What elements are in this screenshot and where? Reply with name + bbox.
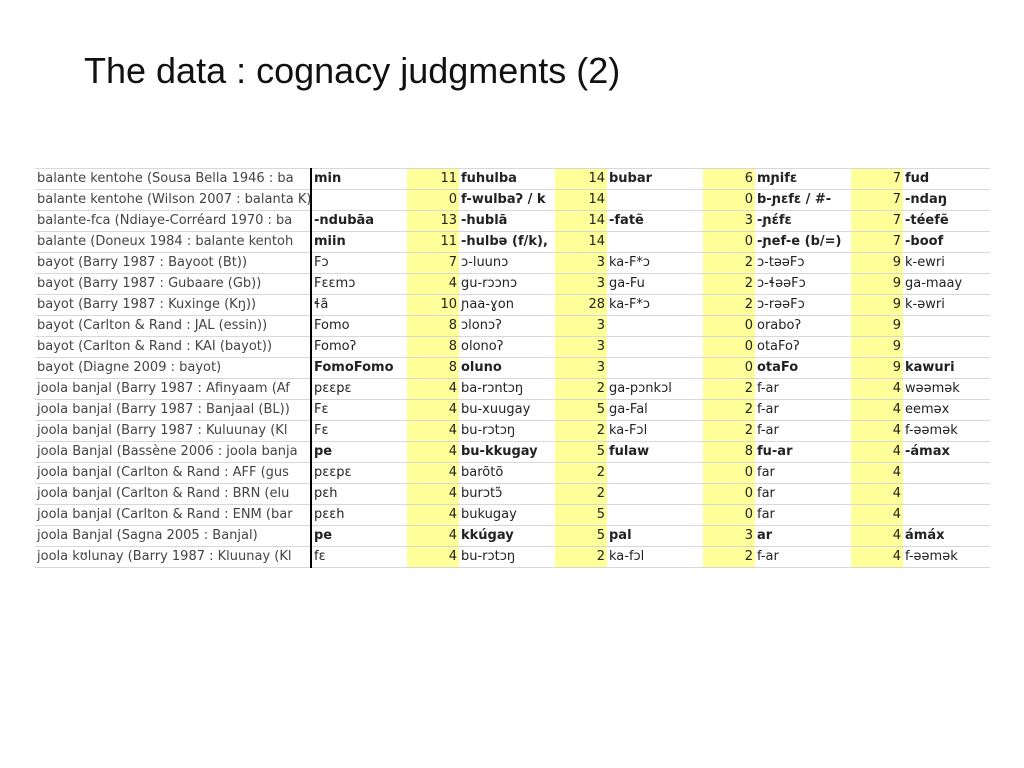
cognate-class-cell: 2: [703, 400, 755, 421]
form-cell: ga-pɔnkɔl: [607, 379, 703, 400]
cognate-class-cell: 5: [555, 442, 607, 463]
form-cell: wəəmək: [903, 379, 990, 400]
form-cell: -hulbə (f/k),: [459, 232, 555, 253]
form-cell: oraboʔ: [755, 316, 851, 337]
cognate-class-cell: 9: [851, 274, 903, 295]
cognate-class-cell: 11: [407, 169, 459, 190]
form-cell: far: [755, 505, 851, 526]
form-cell: Fomo: [311, 316, 407, 337]
cognate-class-cell: 4: [851, 547, 903, 568]
cognate-class-cell: 4: [407, 505, 459, 526]
form-cell: ka-F*ɔ: [607, 253, 703, 274]
cognate-class-cell: 0: [703, 190, 755, 211]
table-row: [35, 190, 990, 211]
cognate-class-cell: 4: [851, 400, 903, 421]
source-cell: joola kʊlunay (Barry 1987 : Kluunay (Kl: [35, 547, 311, 568]
form-cell: bu-kkugay: [459, 442, 555, 463]
cognate-class-cell: 14: [555, 232, 607, 253]
form-cell: f-ar: [755, 400, 851, 421]
cognate-class-cell: 3: [703, 211, 755, 232]
form-cell: pe: [311, 526, 407, 547]
source-cell: balante (Doneux 1984 : balante kentoh: [35, 232, 311, 253]
form-cell: pɛɛpɛ: [311, 379, 407, 400]
cognate-class-cell: 2: [703, 295, 755, 316]
form-cell: ka-F*ɔ: [607, 295, 703, 316]
form-cell: gu-rɔɔnɔ: [459, 274, 555, 295]
cognate-class-cell: 2: [703, 421, 755, 442]
form-cell: Fɛ: [311, 400, 407, 421]
cognate-class-cell: 4: [407, 547, 459, 568]
form-cell: -ɲɛ́fɛ: [755, 211, 851, 232]
form-cell: [903, 316, 990, 337]
form-cell: Fɛ: [311, 421, 407, 442]
form-cell: oluno: [459, 358, 555, 379]
form-cell: [903, 484, 990, 505]
cognate-class-cell: 3: [555, 337, 607, 358]
table-row: [35, 316, 990, 337]
source-cell: bayot (Carlton & Rand : KAI (bayot)): [35, 337, 311, 358]
cognate-class-cell: 4: [851, 505, 903, 526]
form-cell: barõtõ: [459, 463, 555, 484]
cognate-class-cell: 9: [851, 358, 903, 379]
form-cell: f-əəmək: [903, 421, 990, 442]
form-cell: [607, 358, 703, 379]
source-cell: balante-fca (Ndiaye-Corréard 1970 : ba: [35, 211, 311, 232]
cognate-class-cell: 4: [407, 526, 459, 547]
source-cell: joola banjal (Carlton & Rand : ENM (bar: [35, 505, 311, 526]
table-row: [35, 232, 990, 253]
cognate-class-cell: 4: [407, 400, 459, 421]
table-row: [35, 379, 990, 400]
form-cell: bu-rɔtɔŋ: [459, 421, 555, 442]
form-cell: pɛɛh: [311, 505, 407, 526]
cognate-class-cell: 4: [851, 526, 903, 547]
cognate-class-cell: 0: [703, 232, 755, 253]
cognate-class-cell: 0: [703, 484, 755, 505]
cognate-class-cell: 3: [703, 526, 755, 547]
form-cell: ɔ-ɬəəFɔ: [755, 274, 851, 295]
cognate-class-cell: 3: [555, 358, 607, 379]
form-cell: fɛ: [311, 547, 407, 568]
cognate-class-cell: 0: [703, 358, 755, 379]
form-cell: Fɛɛmɔ: [311, 274, 407, 295]
source-cell: bayot (Barry 1987 : Gubaare (Gb)): [35, 274, 311, 295]
source-cell: joola banjal (Barry 1987 : Kuluunay (Kl: [35, 421, 311, 442]
cognate-class-cell: 4: [407, 379, 459, 400]
form-cell: [903, 463, 990, 484]
source-cell: joola Banjal (Sagna 2005 : Banjal): [35, 526, 311, 547]
form-cell: -hublā: [459, 211, 555, 232]
cognate-class-cell: 2: [703, 547, 755, 568]
form-cell: ka-Fɔl: [607, 421, 703, 442]
cognate-class-cell: 0: [703, 316, 755, 337]
form-cell: bukugay: [459, 505, 555, 526]
form-cell: ɔ-luunɔ: [459, 253, 555, 274]
cognate-class-cell: 28: [555, 295, 607, 316]
form-cell: [607, 232, 703, 253]
cognate-class-cell: 4: [407, 484, 459, 505]
source-cell: joola banjal (Barry 1987 : Banjaal (BL)): [35, 400, 311, 421]
table-row: [35, 337, 990, 358]
table-row: [35, 253, 990, 274]
cognate-class-cell: 2: [555, 547, 607, 568]
table-row: [35, 484, 990, 505]
form-cell: miin: [311, 232, 407, 253]
form-cell: ka-fɔl: [607, 547, 703, 568]
cognate-class-cell: 3: [555, 274, 607, 295]
cognate-class-cell: 9: [851, 316, 903, 337]
form-cell: fu-ar: [755, 442, 851, 463]
form-cell: f-ar: [755, 421, 851, 442]
form-cell: far: [755, 484, 851, 505]
form-cell: ɔ-rəəFɔ: [755, 295, 851, 316]
form-cell: FomoFomo: [311, 358, 407, 379]
cognate-class-cell: 8: [703, 442, 755, 463]
form-cell: [607, 484, 703, 505]
table-row: [35, 442, 990, 463]
form-cell: pal: [607, 526, 703, 547]
cognate-class-cell: 9: [851, 337, 903, 358]
source-cell: balante kentohe (Wilson 2007 : balanta K): [35, 190, 311, 211]
source-cell: bayot (Diagne 2009 : bayot): [35, 358, 311, 379]
source-cell: joola banjal (Carlton & Rand : BRN (elu: [35, 484, 311, 505]
cognate-class-cell: 4: [407, 421, 459, 442]
cognate-class-cell: 0: [407, 190, 459, 211]
form-cell: ba-rɔntɔŋ: [459, 379, 555, 400]
cognate-class-cell: 5: [555, 505, 607, 526]
form-cell: pɛh: [311, 484, 407, 505]
table-row: [35, 400, 990, 421]
cognate-class-cell: 2: [555, 484, 607, 505]
cognate-class-cell: 2: [703, 253, 755, 274]
source-cell: balante kentohe (Sousa Bella 1946 : ba: [35, 169, 311, 190]
form-cell: otaFo: [755, 358, 851, 379]
table-row: [35, 274, 990, 295]
cognate-class-cell: 4: [407, 442, 459, 463]
form-cell: ɔlonɔʔ: [459, 316, 555, 337]
form-cell: -fatẽ: [607, 211, 703, 232]
form-cell: fuhulba: [459, 169, 555, 190]
form-cell: ar: [755, 526, 851, 547]
spreadsheet-crop: [35, 168, 990, 564]
cognate-class-cell: 7: [407, 253, 459, 274]
form-cell: k-əwri: [903, 295, 990, 316]
form-cell: ga-Fal: [607, 400, 703, 421]
form-cell: [607, 505, 703, 526]
slide-title: The data : cognacy judgments (2): [84, 50, 621, 91]
table-row: [35, 295, 990, 316]
cognate-class-cell: 6: [703, 169, 755, 190]
cognate-class-cell: 0: [703, 463, 755, 484]
source-cell: bayot (Carlton & Rand : JAL (essin)): [35, 316, 311, 337]
table-row: [35, 211, 990, 232]
form-cell: ɲaa-ɣon: [459, 295, 555, 316]
form-cell: -ndubāa: [311, 211, 407, 232]
cognate-class-cell: 3: [555, 253, 607, 274]
form-cell: f-əəmək: [903, 547, 990, 568]
form-cell: Fɔ: [311, 253, 407, 274]
source-cell: bayot (Barry 1987 : Kuxinge (Kŋ)): [35, 295, 311, 316]
form-cell: -boof: [903, 232, 990, 253]
form-cell: [607, 190, 703, 211]
cognate-class-cell: 13: [407, 211, 459, 232]
form-cell: [607, 316, 703, 337]
form-cell: olonoʔ: [459, 337, 555, 358]
form-cell: ɬã: [311, 295, 407, 316]
cognate-class-cell: 9: [851, 253, 903, 274]
cognate-class-cell: 14: [555, 169, 607, 190]
form-cell: b-ɲɛfɛ / #-: [755, 190, 851, 211]
cognate-class-cell: 4: [851, 379, 903, 400]
form-cell: mɲifɛ: [755, 169, 851, 190]
cognate-class-cell: 4: [851, 463, 903, 484]
form-cell: bubar: [607, 169, 703, 190]
cognate-class-cell: 5: [555, 400, 607, 421]
table-row: [35, 526, 990, 547]
form-cell: [903, 337, 990, 358]
form-cell: far: [755, 463, 851, 484]
cognate-class-cell: 4: [851, 442, 903, 463]
cognate-class-cell: 8: [407, 358, 459, 379]
form-cell: bu-rɔtɔŋ: [459, 547, 555, 568]
table-row: [35, 421, 990, 442]
form-cell: kawuri: [903, 358, 990, 379]
cognate-class-cell: 5: [555, 526, 607, 547]
cognate-class-cell: 2: [703, 379, 755, 400]
cognate-class-cell: 4: [407, 463, 459, 484]
cognacy-table: [35, 168, 990, 568]
cognate-class-cell: 4: [851, 484, 903, 505]
form-cell: fud: [903, 169, 990, 190]
form-cell: ɔ-təəFɔ: [755, 253, 851, 274]
form-cell: f-ar: [755, 547, 851, 568]
form-cell: ga-Fu: [607, 274, 703, 295]
cognate-class-cell: 7: [851, 169, 903, 190]
table-row: [35, 505, 990, 526]
form-cell: -ámax: [903, 442, 990, 463]
form-cell: -ɲef-e (b/=): [755, 232, 851, 253]
form-cell: ámáx: [903, 526, 990, 547]
cognate-class-cell: 14: [555, 190, 607, 211]
form-cell: [311, 190, 407, 211]
source-cell: joola Banjal (Bassène 2006 : joola banja: [35, 442, 311, 463]
form-cell: f-wulbaʔ / k: [459, 190, 555, 211]
cognate-class-cell: 0: [703, 505, 755, 526]
form-cell: pɛɛpɛ: [311, 463, 407, 484]
cognate-class-cell: 9: [851, 295, 903, 316]
cognate-class-cell: 7: [851, 232, 903, 253]
form-cell: [903, 505, 990, 526]
form-cell: Fomoʔ: [311, 337, 407, 358]
cognate-class-cell: 14: [555, 211, 607, 232]
cognate-class-cell: 0: [703, 337, 755, 358]
form-cell: k-ewri: [903, 253, 990, 274]
cognate-class-cell: 3: [555, 316, 607, 337]
cognate-class-cell: 2: [555, 379, 607, 400]
form-cell: [607, 463, 703, 484]
cognate-class-cell: 4: [851, 421, 903, 442]
cognate-class-cell: 11: [407, 232, 459, 253]
form-cell: -téefẽ: [903, 211, 990, 232]
cognate-class-cell: 4: [407, 274, 459, 295]
cognate-class-cell: 2: [555, 463, 607, 484]
cognate-class-cell: 7: [851, 190, 903, 211]
cognate-class-cell: 2: [703, 274, 755, 295]
cognate-class-cell: 8: [407, 316, 459, 337]
form-cell: burɔtɔ̃: [459, 484, 555, 505]
source-cell: bayot (Barry 1987 : Bayoot (Bt)): [35, 253, 311, 274]
source-cell: joola banjal (Carlton & Rand : AFF (gus: [35, 463, 311, 484]
table-row: [35, 169, 990, 190]
cognate-class-cell: 2: [555, 421, 607, 442]
form-cell: [607, 337, 703, 358]
source-cell: joola banjal (Barry 1987 : Afinyaam (Af: [35, 379, 311, 400]
form-cell: bu-xuugay: [459, 400, 555, 421]
form-cell: eeməx: [903, 400, 990, 421]
form-cell: fulaw: [607, 442, 703, 463]
form-cell: kkúgay: [459, 526, 555, 547]
table-row: [35, 547, 990, 568]
form-cell: ga-maay: [903, 274, 990, 295]
cognate-class-cell: 8: [407, 337, 459, 358]
form-cell: pe: [311, 442, 407, 463]
form-cell: min: [311, 169, 407, 190]
cognate-class-cell: 10: [407, 295, 459, 316]
form-cell: otaFoʔ: [755, 337, 851, 358]
table-row: [35, 463, 990, 484]
table-row: [35, 358, 990, 379]
form-cell: -ndaŋ: [903, 190, 990, 211]
cognate-class-cell: 7: [851, 211, 903, 232]
form-cell: f-ar: [755, 379, 851, 400]
